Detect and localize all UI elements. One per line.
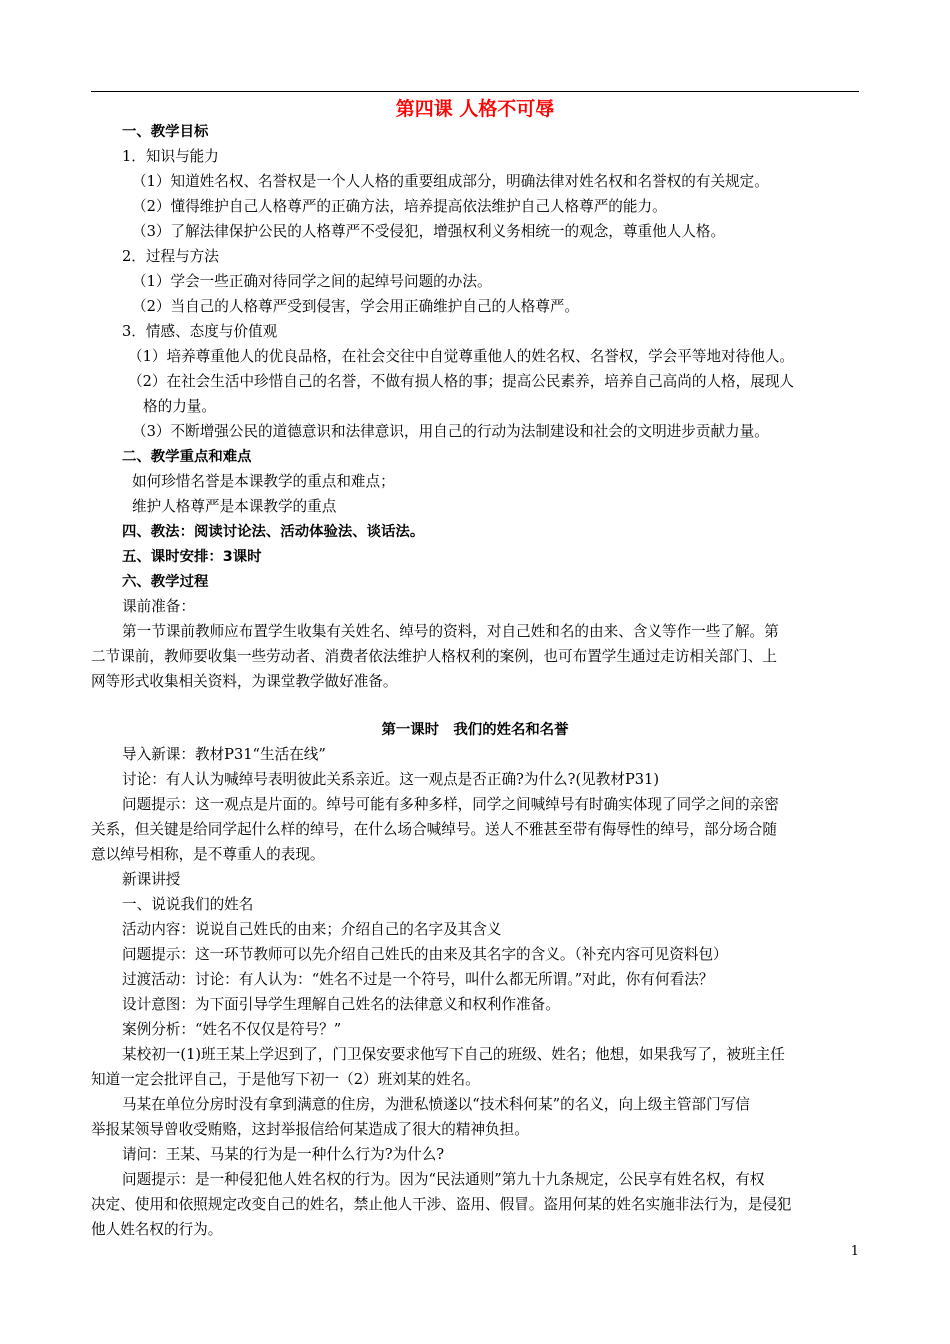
case-analysis: 案例分析：“姓名不仅仅是符号？”	[122, 1021, 342, 1038]
heading-objectives: 一、教学目标	[122, 124, 209, 140]
case-2-line-2: 举报某领导曾收受贿赂，这封举报信给何某造成了很大的精神负担。	[91, 1121, 529, 1138]
prep-para-line-2: 二节课前，教师要收集一些劳动者、消费者依法维护人格权利的案例，也可布置学生通过走访相关部门、上	[91, 648, 777, 665]
case-2-line-1: 马某在单位分房时没有拿到满意的住房，为泄私愤遂以“技术科何某”的名义，向上级主管部门写信	[122, 1096, 750, 1113]
subheading-knowledge: 1．知识与能力	[122, 148, 219, 165]
objective-2-2: （2）当自己的人格尊严受到侵害，学会用正确维护自己的人格尊严。	[132, 298, 580, 315]
subheading-process: 2．过程与方法	[122, 248, 219, 265]
hint-para-line-3: 意以绰号相称，是不尊重人的表现。	[91, 846, 325, 863]
objective-3-3: （3）不断增强公民的道德意识和法律意识，用自己的行动为法制建设和社会的文明进步贡献力量。	[132, 423, 769, 440]
heading-schedule: 五、课时安排：3课时	[122, 549, 262, 565]
heading-process: 六、教学过程	[122, 574, 209, 590]
prep-label: 课前准备：	[122, 598, 195, 615]
discussion-line: 讨论：有人认为喊绰号表明彼此关系亲近。这一观点是否正确?为什么?(见教材P31)	[122, 771, 660, 788]
case-1-line-1: 某校初一(1)班王某上学迟到了，门卫保安要求他写下自己的班级、姓名；他想，如果我写了，被班主任	[122, 1046, 785, 1063]
subheading-values: 3．情感、态度与价值观	[122, 323, 278, 340]
section-title-period-1: 第一课时 我们的姓名和名誉	[381, 722, 569, 738]
objective-3-2: （2）在社会生活中珍惜自己的名誉，不做有损人格的事；提高公民素养，培养自己高尚的人格，展现人	[128, 373, 795, 390]
objective-1-3: （3）了解法律保护公民的人格尊严不受侵犯，增强权利义务相统一的观念，尊重他人人格。	[132, 223, 726, 240]
hint-para-line-1: 问题提示：这一观点是片面的。绰号可能有多种多样，同学之间喊绰号有时确实体现了同学之间的亲密	[122, 796, 779, 813]
answer-line-1: 问题提示：是一种侵犯他人姓名权的行为。因为“民法通则”第九十九条规定，公民享有姓名权，有权	[122, 1171, 765, 1188]
design-intent: 设计意图：为下面引导学生理解自己姓名的法律意义和权利作准备。	[122, 996, 560, 1013]
answer-line-3: 他人姓名权的行为。	[91, 1221, 223, 1238]
objective-1-1: （1）知道姓名权、名誉权是一个人人格的重要组成部分，明确法律对姓名权和名誉权的有关规定。	[132, 173, 769, 190]
section-names-heading: 一、说说我们的姓名	[122, 896, 254, 913]
answer-line-2: 决定、使用和依照规定改变自己的姓名，禁止他人干涉、盗用、假冒。盗用何某的姓名实施非法行为，是侵犯	[91, 1196, 792, 1213]
key-point-1: 如何珍惜名誉是本课教学的重点和难点；	[132, 473, 395, 490]
prep-para-line-3: 网等形式收集相关资料，为课堂教学做好准备。	[91, 673, 398, 690]
activity-content: 活动内容：说说自己姓氏的由来；介绍自己的名字及其含义	[122, 921, 502, 938]
page-number: 1	[850, 1244, 859, 1259]
intro-line: 导入新课：教材P31“生活在线”	[122, 746, 326, 763]
hint-para-line-2: 关系，但关键是给同学起什么样的绰号，在什么场合喊绰号。送人不雅甚至带有侮辱性的绰号，部分场合随	[91, 821, 777, 838]
objective-2-1: （1）学会一些正确对待同学之间的起绰号问题的办法。	[132, 273, 492, 290]
objective-3-2-cont: 格的力量。	[143, 398, 216, 415]
objective-3-1: （1）培养尊重他人的优良品格，在社会交往中自觉尊重他人的姓名权、名誉权，学会平等地对待他人。	[128, 348, 795, 365]
new-lesson-label: 新课讲授	[122, 871, 181, 888]
key-point-2: 维护人格尊严是本课教学的重点	[132, 498, 337, 515]
heading-key-points: 二、教学重点和难点	[122, 449, 252, 465]
header-rule	[91, 91, 859, 92]
activity-hint: 问题提示：这一环节教师可以先介绍自己姓氏的由来及其名字的含义。（补充内容可见资料包）	[122, 946, 728, 963]
transition-activity: 过渡活动：讨论：有人认为：“姓名不过是一个符号，叫什么都无所谓。”对此，你有何看法？	[122, 971, 714, 988]
heading-methods: 四、教法：阅读讨论法、活动体验法、谈话法。	[122, 524, 425, 540]
prep-para-line-1: 第一节课前教师应布置学生收集有关姓名、绰号的资料，对自己姓和名的由来、含义等作一些了解。第	[122, 623, 779, 640]
question-line: 请问：王某、马某的行为是一种什么行为?为什么?	[122, 1146, 445, 1163]
objective-1-2: （2）懂得维护自己人格尊严的正确方法，培养提高依法维护自己人格尊严的能力。	[132, 198, 667, 215]
lesson-title: 第四课 人格不可辱	[395, 98, 555, 120]
case-1-line-2: 知道一定会批评自己，于是他写下初一（2）班刘某的姓名。	[91, 1071, 480, 1088]
